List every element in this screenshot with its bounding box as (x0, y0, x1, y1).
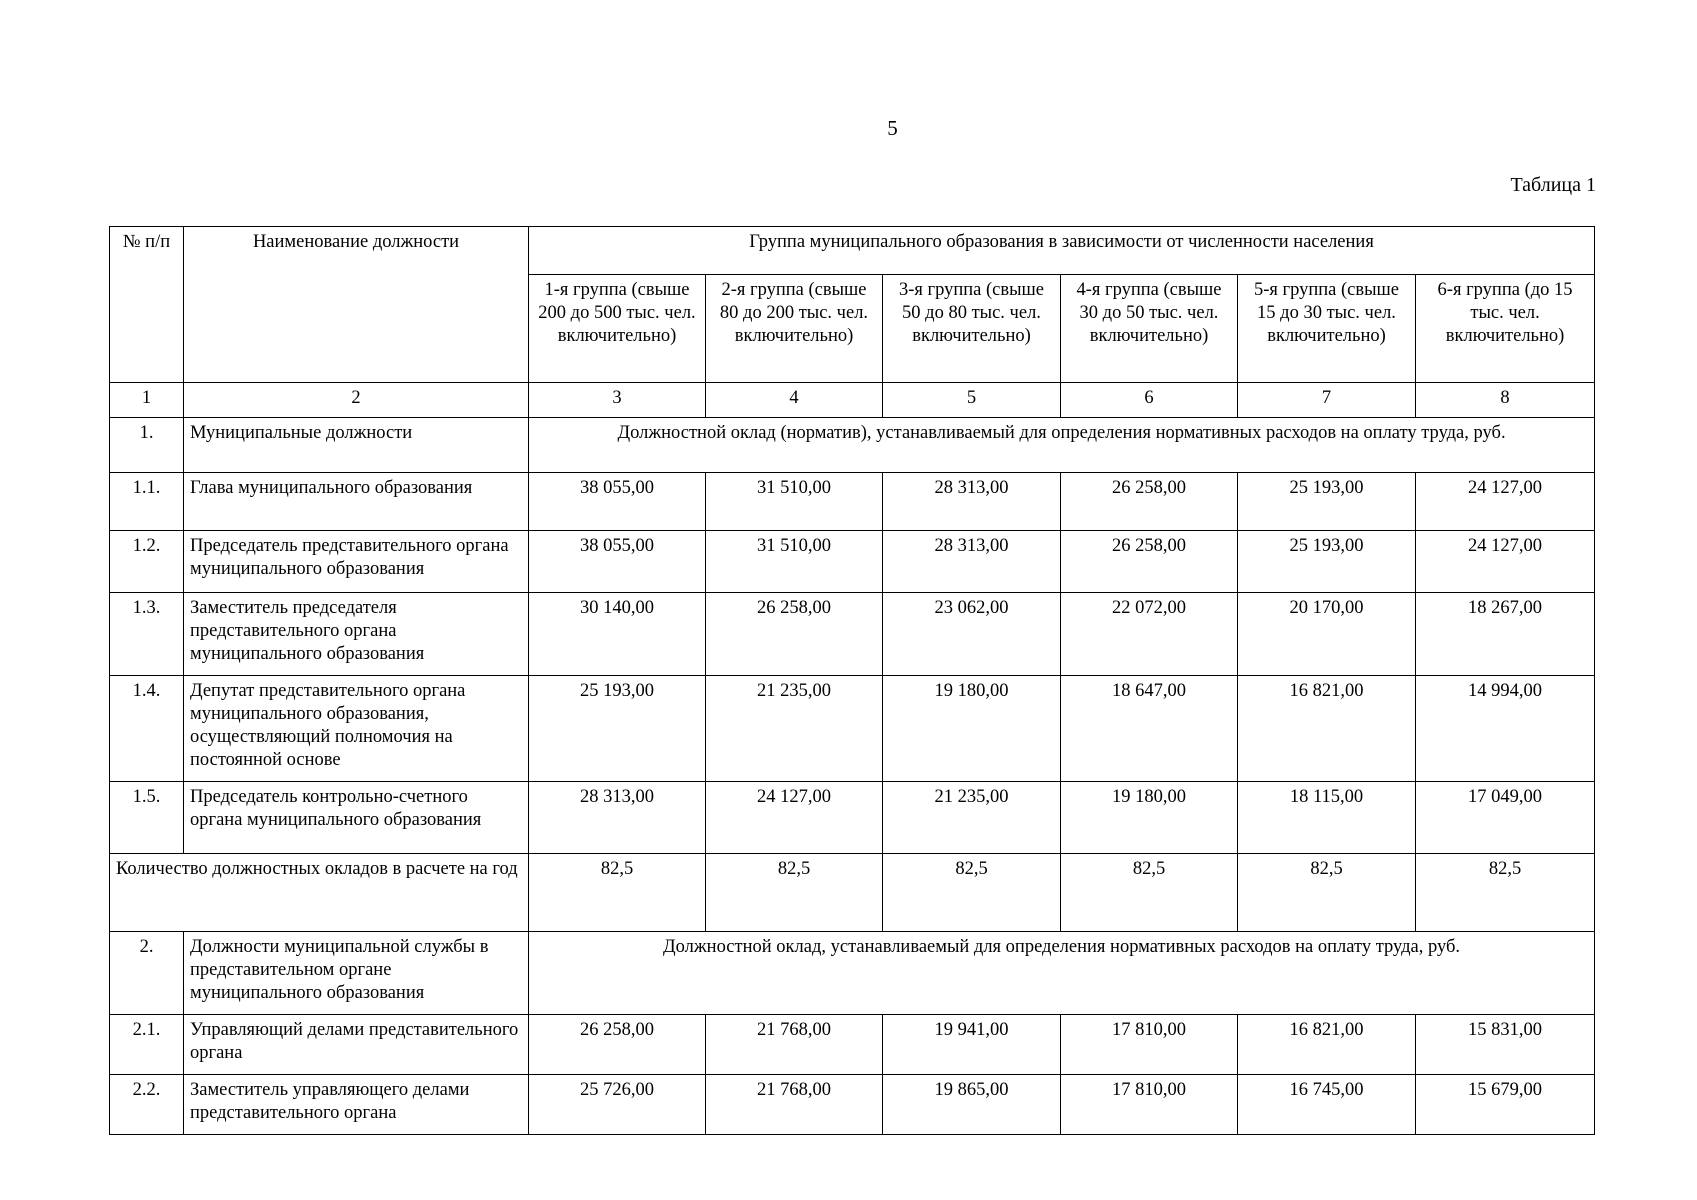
row-value: 19 941,00 (883, 1015, 1061, 1075)
row-value: 26 258,00 (529, 1015, 706, 1075)
row-value: 20 170,00 (1238, 593, 1416, 676)
count-row (110, 854, 1595, 932)
header-group-cell: 4-я группа (свыше 30 до 50 тыс. чел. включительно) (1061, 275, 1238, 383)
row-value: 21 235,00 (883, 782, 1061, 854)
header-group-cell: 5-я группа (свыше 15 до 30 тыс. чел. включительно) (1238, 275, 1416, 383)
row-value: 19 180,00 (883, 676, 1061, 782)
count-value: 82,5 (1238, 854, 1416, 932)
column-index: 1 (110, 383, 184, 418)
column-index-row (110, 383, 1595, 418)
row-value: 19 180,00 (1061, 782, 1238, 854)
row-value: 24 127,00 (1416, 473, 1595, 531)
table-row (110, 531, 1595, 593)
header-group-cell: 1-я группа (свыше 200 до 500 тыс. чел. включительно) (529, 275, 706, 383)
row-num: 1. (110, 418, 184, 473)
row-value: 31 510,00 (706, 473, 883, 531)
header-group: Группа муниципального образования в зависимости от численности населения (529, 227, 1595, 275)
row-value: 24 127,00 (1416, 531, 1595, 593)
row-value: 24 127,00 (706, 782, 883, 854)
row-value: 17 049,00 (1416, 782, 1595, 854)
row-value: 25 193,00 (1238, 531, 1416, 593)
section-row (110, 932, 1595, 1015)
row-value: 30 140,00 (529, 593, 706, 676)
section-note: Должностной оклад (норматив), устанавливаемый для определения нормативных расходов на оплату труда, руб. (529, 418, 1595, 473)
row-value: 18 115,00 (1238, 782, 1416, 854)
count-value: 82,5 (1061, 854, 1238, 932)
row-value: 25 193,00 (529, 676, 706, 782)
row-name: Депутат представительного органа муниципального образования, осуществляющий полномочия на постоянной основе (184, 676, 529, 782)
row-name: Заместитель управляющего делами представительного органа (184, 1075, 529, 1135)
section-row (110, 418, 1595, 473)
header-name: Наименование должности (184, 227, 529, 383)
row-value: 38 055,00 (529, 473, 706, 531)
header-group-cell: 3-я группа (свыше 50 до 80 тыс. чел. включительно) (883, 275, 1061, 383)
header-group-cell: 2-я группа (свыше 80 до 200 тыс. чел. включительно) (706, 275, 883, 383)
row-value: 16 745,00 (1238, 1075, 1416, 1135)
row-value: 16 821,00 (1238, 1015, 1416, 1075)
page-number: 5 (887, 116, 898, 140)
count-value: 82,5 (706, 854, 883, 932)
row-num: 1.2. (110, 531, 184, 593)
row-value: 18 647,00 (1061, 676, 1238, 782)
table-caption: Таблица 1 (1510, 174, 1596, 196)
row-value: 26 258,00 (706, 593, 883, 676)
table-row (110, 473, 1595, 531)
row-num: 1.4. (110, 676, 184, 782)
row-value: 28 313,00 (883, 531, 1061, 593)
table-row (110, 593, 1595, 676)
row-num: 1.1. (110, 473, 184, 531)
header-num: № п/п (110, 227, 184, 383)
table-row (110, 1015, 1595, 1075)
row-name: Глава муниципального образования (184, 473, 529, 531)
row-num: 1.3. (110, 593, 184, 676)
column-index: 3 (529, 383, 706, 418)
header-row (110, 227, 1595, 275)
row-value: 15 831,00 (1416, 1015, 1595, 1075)
row-name: Должности муниципальной службы в представительном органе муниципального образования (184, 932, 529, 1015)
row-value: 15 679,00 (1416, 1075, 1595, 1135)
header-group-cell: 6-я группа (до 15 тыс. чел. включительно) (1416, 275, 1595, 383)
row-name: Муниципальные должности (184, 418, 529, 473)
row-name: Председатель представительного органа муниципального образования (184, 531, 529, 593)
row-name: Управляющий делами представительного органа (184, 1015, 529, 1075)
row-value: 26 258,00 (1061, 531, 1238, 593)
row-value: 28 313,00 (883, 473, 1061, 531)
table-row (110, 1075, 1595, 1135)
row-value: 31 510,00 (706, 531, 883, 593)
row-value: 26 258,00 (1061, 473, 1238, 531)
column-index: 5 (883, 383, 1061, 418)
row-value: 38 055,00 (529, 531, 706, 593)
row-name: Заместитель председателя представительного органа муниципального образования (184, 593, 529, 676)
row-value: 17 810,00 (1061, 1075, 1238, 1135)
column-index: 2 (184, 383, 529, 418)
count-value: 82,5 (529, 854, 706, 932)
section-note: Должностной оклад, устанавливаемый для определения нормативных расходов на оплату труда, руб. (529, 932, 1595, 1015)
count-value: 82,5 (883, 854, 1061, 932)
row-value: 23 062,00 (883, 593, 1061, 676)
row-value: 22 072,00 (1061, 593, 1238, 676)
row-value: 25 193,00 (1238, 473, 1416, 531)
column-index: 6 (1061, 383, 1238, 418)
salary-table (109, 226, 1595, 1135)
column-index: 4 (706, 383, 883, 418)
table-row (110, 676, 1595, 782)
count-label: Количество должностных окладов в расчете на год (110, 854, 529, 932)
row-value: 25 726,00 (529, 1075, 706, 1135)
table-row (110, 782, 1595, 854)
row-value: 14 994,00 (1416, 676, 1595, 782)
row-num: 2.1. (110, 1015, 184, 1075)
row-value: 21 235,00 (706, 676, 883, 782)
row-value: 21 768,00 (706, 1015, 883, 1075)
count-value: 82,5 (1416, 854, 1595, 932)
row-value: 18 267,00 (1416, 593, 1595, 676)
row-value: 28 313,00 (529, 782, 706, 854)
row-value: 21 768,00 (706, 1075, 883, 1135)
row-value: 16 821,00 (1238, 676, 1416, 782)
row-num: 1.5. (110, 782, 184, 854)
column-index: 8 (1416, 383, 1595, 418)
row-name: Председатель контрольно-счетного органа муниципального образования (184, 782, 529, 854)
column-index: 7 (1238, 383, 1416, 418)
row-value: 17 810,00 (1061, 1015, 1238, 1075)
row-num: 2.2. (110, 1075, 184, 1135)
row-num: 2. (110, 932, 184, 1015)
row-value: 19 865,00 (883, 1075, 1061, 1135)
